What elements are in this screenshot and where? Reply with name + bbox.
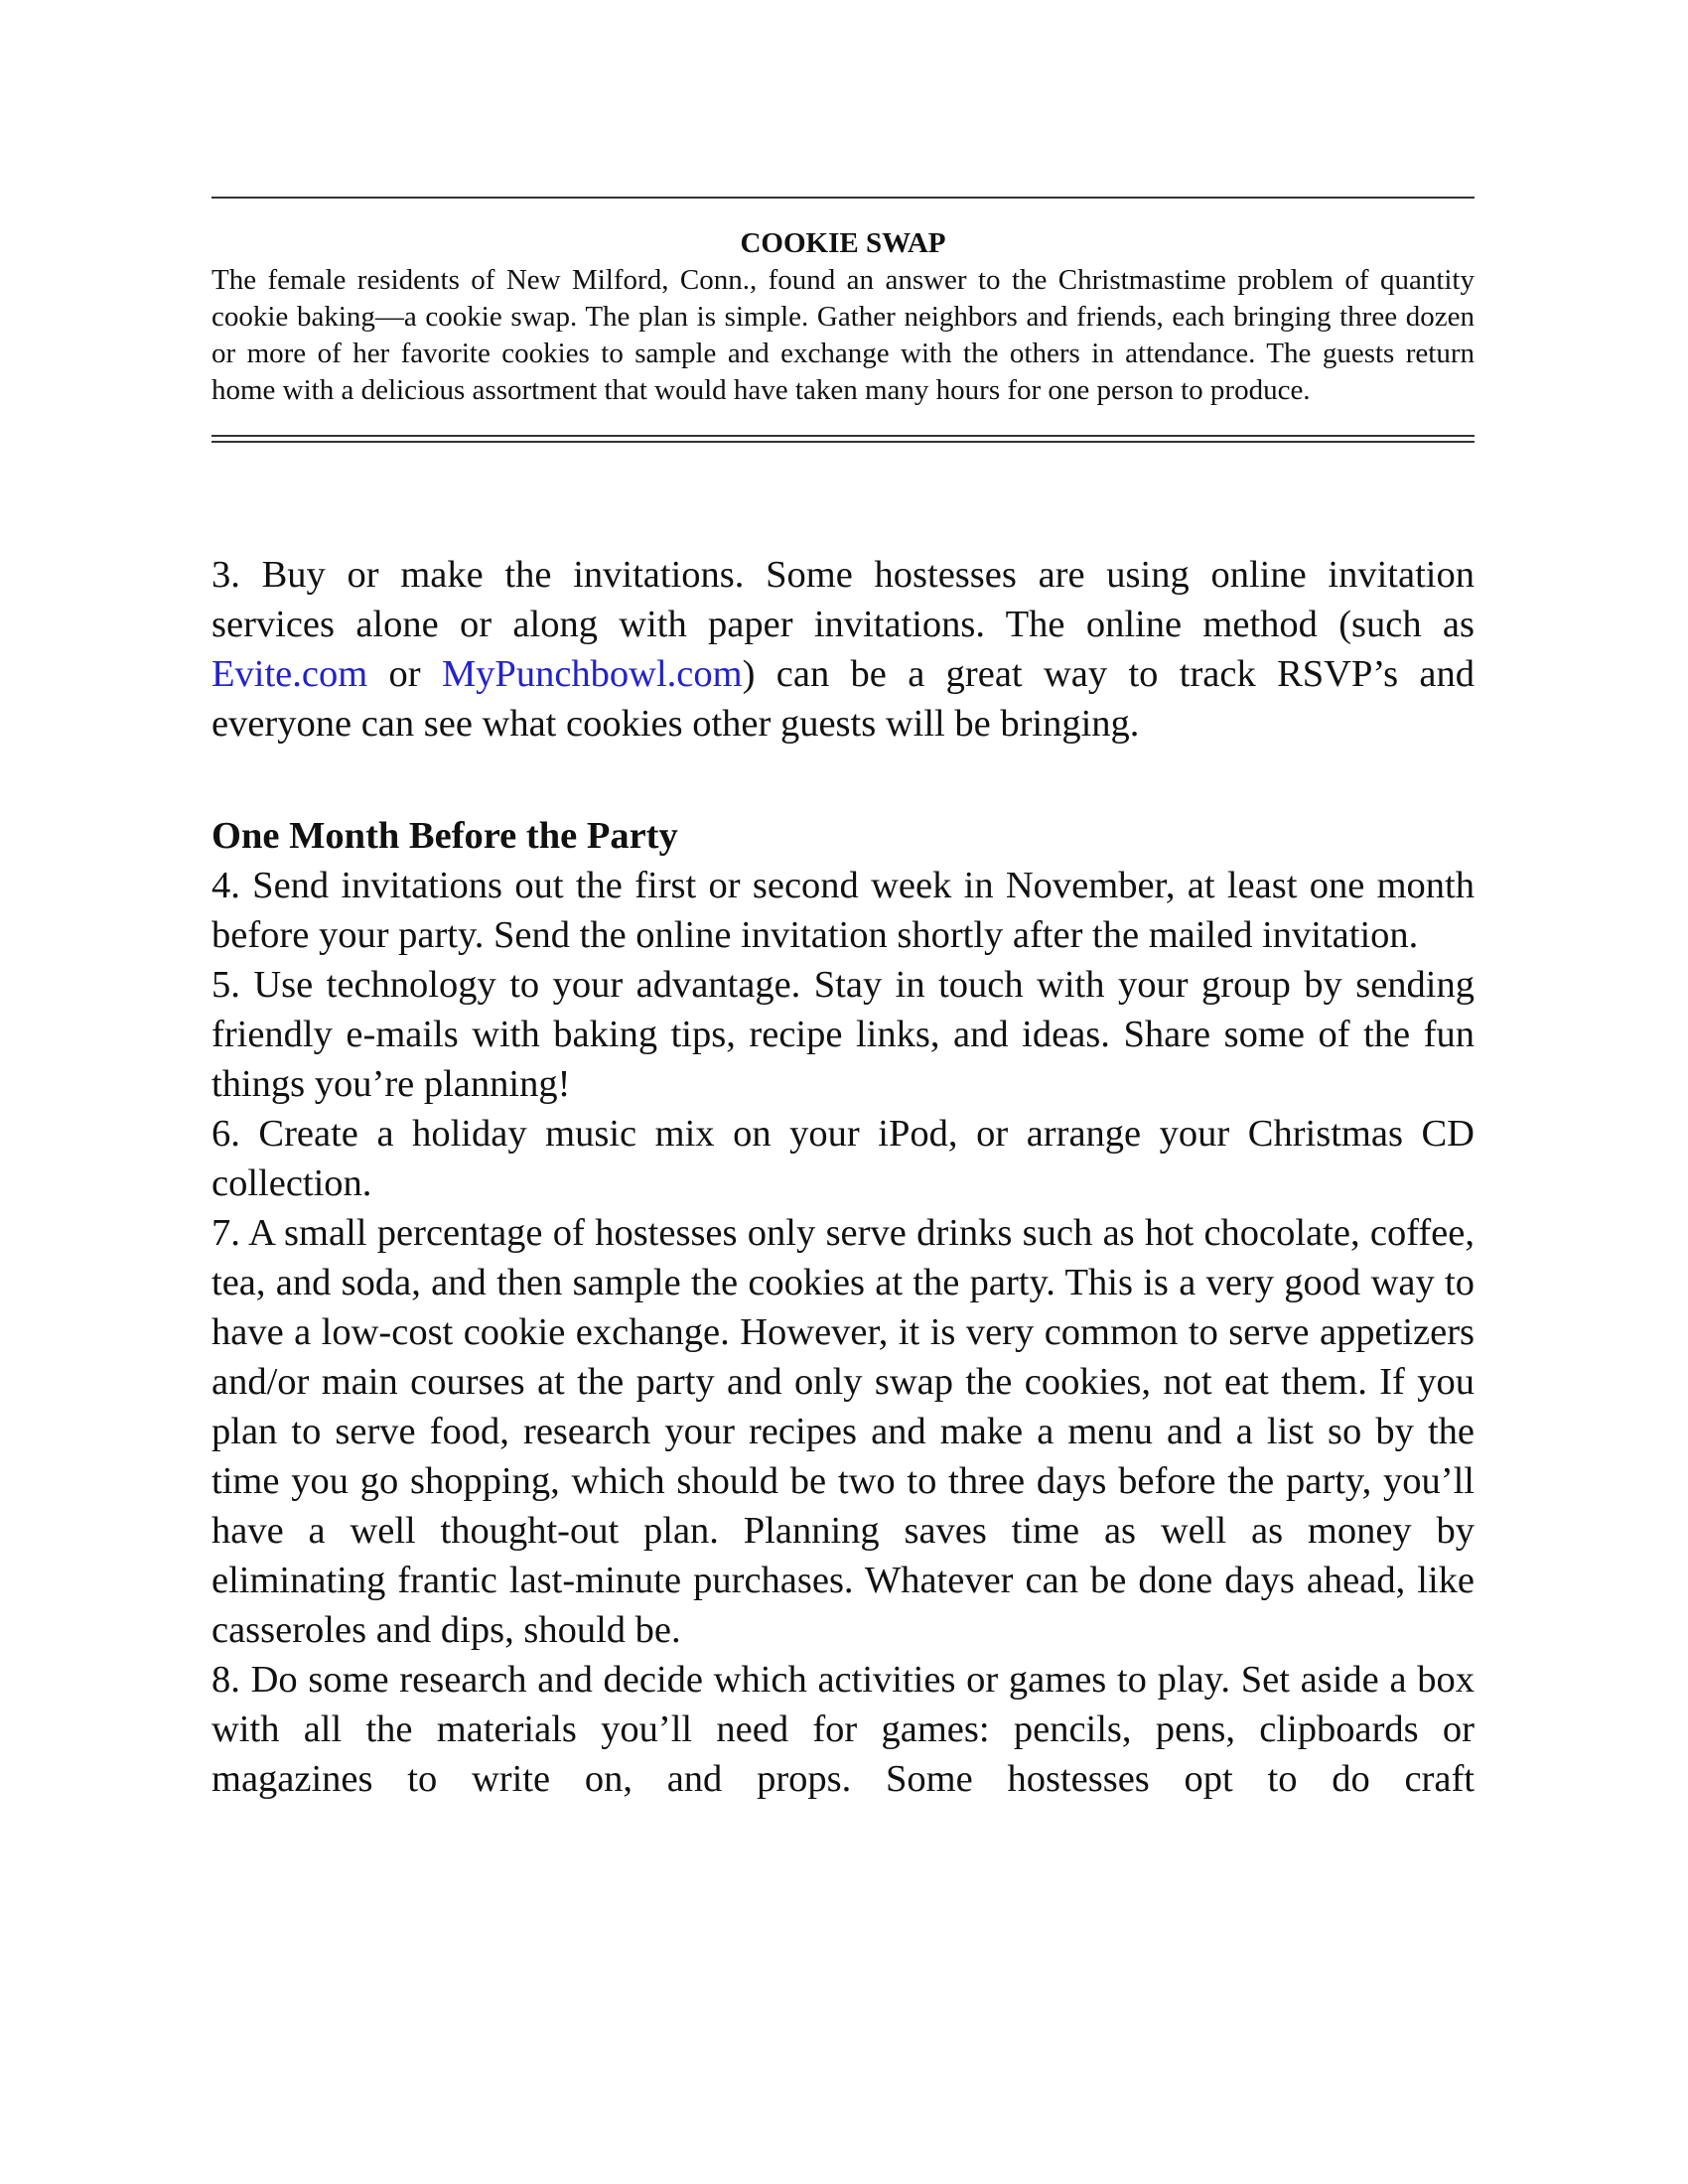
step-3-text-before: 3. Buy or make the invitations. Some hostesses are using online invitation services alone or along with paper invitations. The online method (such as [211, 554, 1475, 645]
evite-link[interactable]: Evite.com [211, 653, 368, 695]
month-before-section [211, 811, 1475, 1804]
mypunchbowl-link[interactable]: MyPunchbowl.com [441, 653, 743, 695]
step-3-text-after: ) can be a great way to track RSVP’s and everyone can see what cookies other guests will be bringing. [211, 653, 1475, 745]
sidebar-bottom-rule [211, 435, 1475, 443]
step-4-paragraph: 4. Send invitations out the first or second week in November, at least one month before your party. Send the online invitation shortly after the mailed invitation. [211, 865, 1475, 956]
step-5-paragraph: 5. Use technology to your advantage. Stay in touch with your group by sending friendly e-mails with baking tips, recipe links, and ideas. Share some of the fun things you’re planning! [211, 964, 1475, 1105]
step-3-paragraph [211, 550, 1475, 749]
sidebar-title: COOKIE SWAP [740, 227, 946, 259]
step-3-text-middle: or [367, 653, 442, 695]
step-8-paragraph: 8. Do some research and decide which activities or games to play. Set aside a box with all the materials you’ll need for games: pencils, pens, clipboards or magazines to write on, and props. Some hostesses opt to do craft [211, 1659, 1475, 1800]
sidebar-top-rule [211, 197, 1475, 199]
sidebar-text: The female residents of New Milford, Conn., found an answer to the Christmastime problem of quantity cookie baking—a cookie swap. The plan is simple. Gather neighbors and friends, each bringing three dozen or more of her favorite cookies to sample and exchange with the others in attendance. The guests return home with a delicious assortment that would have taken many hours for one person to produce. [211, 264, 1475, 406]
section-heading: One Month Before the Party [211, 815, 678, 857]
step-7-paragraph: 7. A small percentage of hostesses only serve drinks such as hot chocolate, coffee, tea, and soda, and then sample the cookies at the party. This is a very good way to have a low-cost cookie exchange. However, it is very common to serve appetizers and/or main courses at the party and only swap the cookies, not eat them. If you plan to serve food, research your recipes and make a menu and a list so by the time you go shopping, which should be two to three days before the party, you’ll have a well thought-out plan. Planning saves time as well as money by eliminating frantic last-minute purchases. Whatever can be done days ahead, like casseroles and dips, should be. [211, 1212, 1475, 1651]
step-3-block [211, 550, 1475, 749]
sidebar-box [211, 197, 1475, 443]
step-6-paragraph: 6. Create a holiday music mix on your iPod, or arrange your Christmas CD collection. [211, 1113, 1475, 1204]
